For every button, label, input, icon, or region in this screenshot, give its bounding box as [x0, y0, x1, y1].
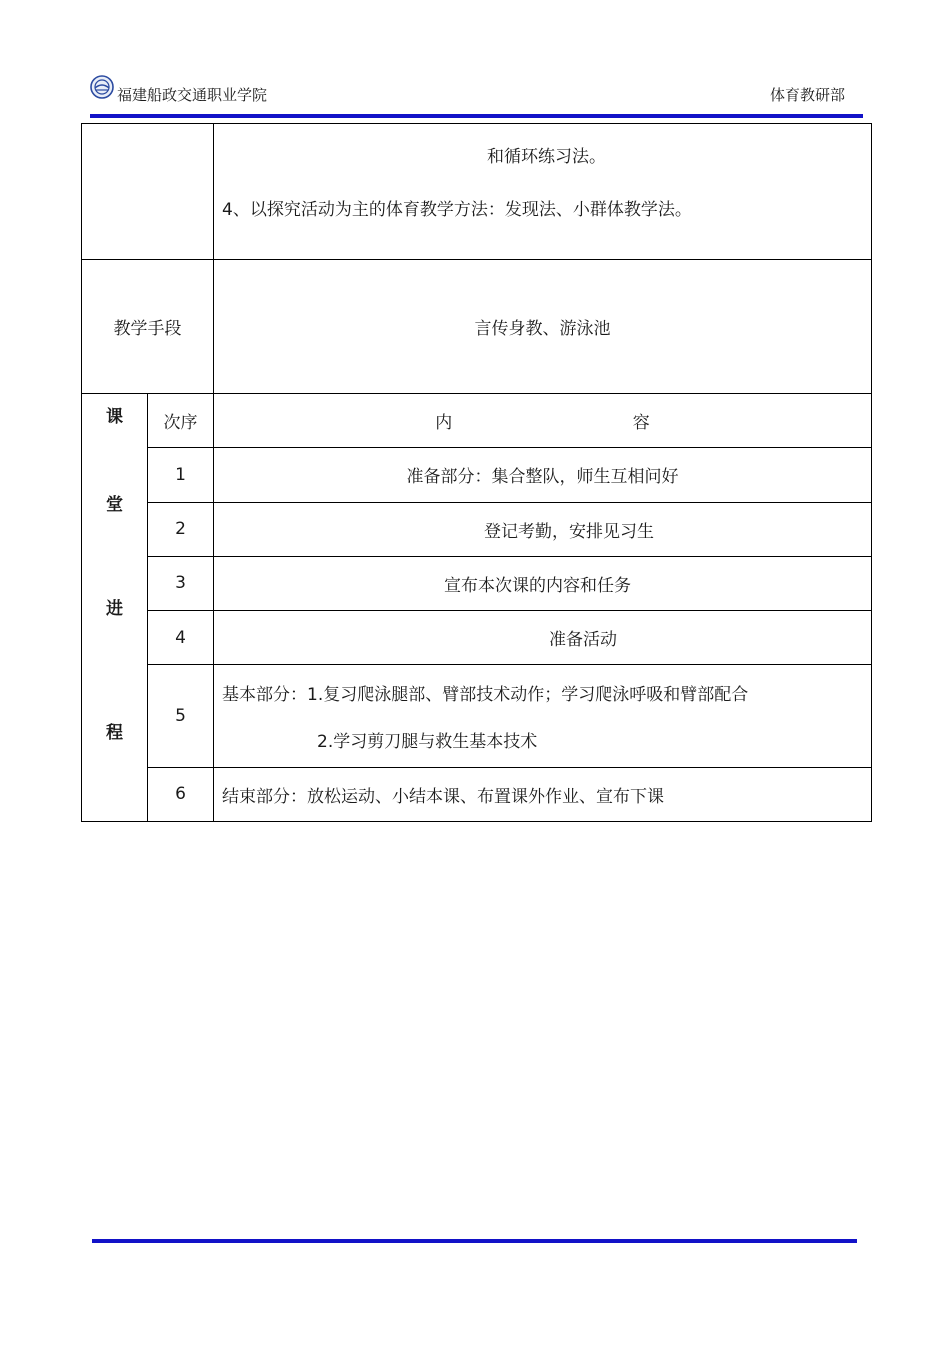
- methods-label-cell: [82, 124, 214, 260]
- row-content-line-2: 2.学习剪刀腿与救生基本技术: [317, 731, 538, 752]
- process-char-3: 进: [106, 599, 123, 619]
- table-row: [82, 448, 872, 502]
- process-char-2: 堂: [106, 495, 123, 515]
- school-name: 福建船政交通职业学院: [117, 86, 268, 104]
- page-header: [90, 72, 863, 110]
- row-content: 结束部分：放松运动、小结本课、布置课外作业、宣布下课: [214, 767, 872, 821]
- process-char-1: 课: [106, 407, 123, 427]
- means-value: 言传身教、游泳池: [214, 260, 872, 394]
- table-row: [82, 556, 872, 610]
- row-number: 4: [148, 611, 214, 665]
- process-label-cell: [82, 394, 148, 822]
- row-number: 6: [148, 767, 214, 821]
- school-emblem-icon: [90, 75, 114, 99]
- table-row: [82, 767, 872, 821]
- footer-rule: [92, 1239, 857, 1243]
- content-header-left: 内: [435, 413, 453, 434]
- means-row: [82, 260, 872, 394]
- table-row: [82, 611, 872, 665]
- process-char-4: 程: [106, 723, 123, 743]
- department-name: 体育教研部: [769, 86, 845, 104]
- process-header-row: [82, 394, 872, 448]
- table-row: [82, 502, 872, 556]
- row-content: [214, 665, 872, 767]
- methods-line-1: 和循环练习法。: [487, 147, 606, 167]
- row-number: 5: [148, 665, 214, 767]
- table-row: [82, 665, 872, 767]
- row-content: 准备活动: [214, 611, 872, 665]
- row-content: 宣布本次课的内容和任务: [214, 556, 872, 610]
- methods-line-2: 4、以探究活动为主的体育教学方法：发现法、小群体教学法。: [222, 200, 692, 220]
- row-content: 登记考勤，安排见习生: [214, 502, 872, 556]
- header-rule: [90, 114, 863, 118]
- means-label: 教学手段: [82, 260, 214, 394]
- row-content: 准备部分：集合整队，师生互相问好: [214, 448, 872, 502]
- row-number: 3: [148, 556, 214, 610]
- lesson-plan-table: [81, 123, 872, 822]
- row-number: 2: [148, 502, 214, 556]
- order-header: 次序: [148, 394, 214, 448]
- row-content-line-1: 基本部分：1.复习爬泳腿部、臂部技术动作；学习爬泳呼吸和臂部配合: [222, 684, 749, 705]
- methods-row: [82, 124, 872, 260]
- content-header-right: 容: [632, 413, 650, 434]
- content-header: [214, 394, 872, 448]
- row-number: 1: [148, 448, 214, 502]
- methods-content-cell: [214, 124, 872, 260]
